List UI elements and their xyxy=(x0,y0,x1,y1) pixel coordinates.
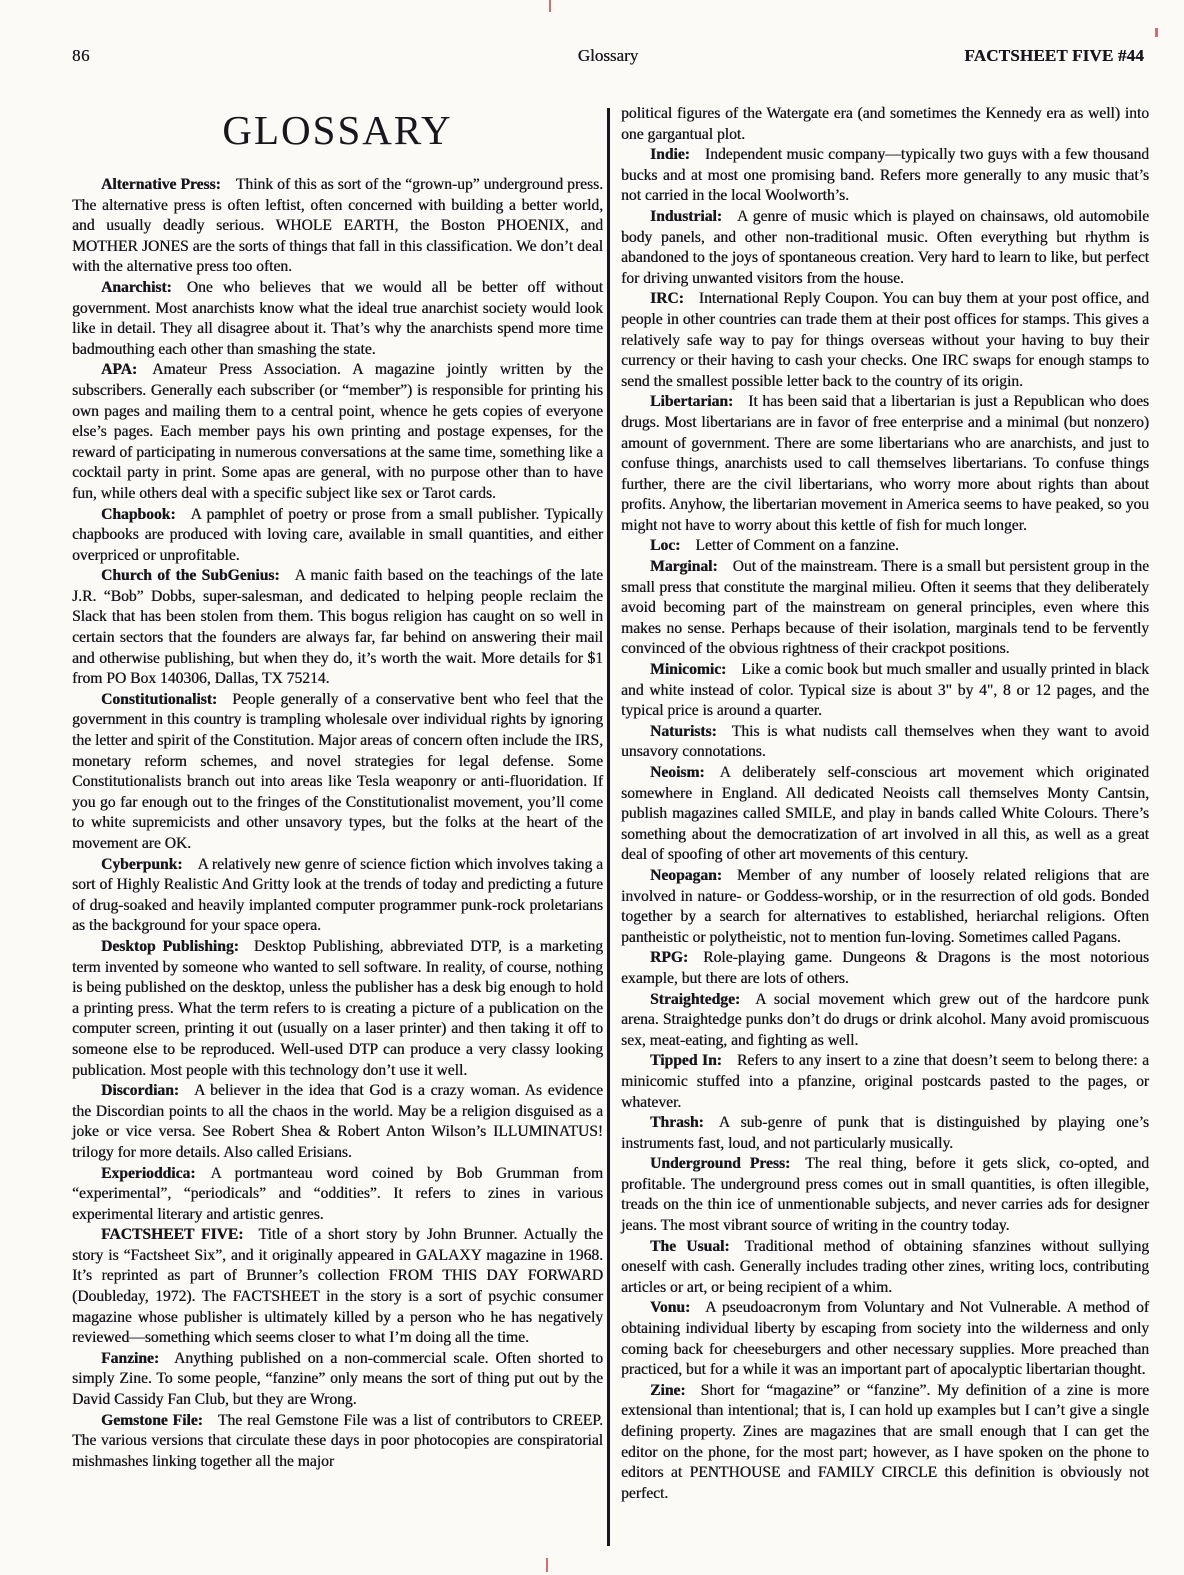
glossary-term: RPG: xyxy=(650,949,689,967)
glossary-definition: Think of this as sort of the “grown-up” underground press. The alternative press is often leftist, often concerned with building a better world, and usually deadly serious. WHOLE EARTH, the Boston PHOENIX, and MOTHER JONES are the sorts of things that fall in this classification. We don’t deal with the alternative press too often. xyxy=(72,176,603,276)
glossary-term: Tipped In: xyxy=(650,1052,722,1070)
glossary-term: APA: xyxy=(101,361,138,379)
glossary-entry xyxy=(72,690,603,855)
glossary-definition: A relatively new genre of science fiction which involves taking a sort of Highly Realistic And Gritty look at the trends of today and predicting a future of drug-soaked and heavily implanted computer programmer punk-rock proletarians as the background for your space opera. xyxy=(72,855,603,935)
glossary-term: Indie: xyxy=(650,146,690,164)
glossary-term: Libertarian: xyxy=(650,393,734,411)
glossary-term: Constitutionalist: xyxy=(101,690,218,708)
glossary-entry xyxy=(621,763,1149,866)
glossary-term: Anarchist: xyxy=(101,278,172,296)
glossary-term: Discordian: xyxy=(101,1082,179,1100)
running-header-publication: FACTSHEET FIVE #44 xyxy=(964,46,1144,65)
right-column xyxy=(621,104,1149,1504)
glossary-entry xyxy=(621,536,1149,557)
glossary-definition: Refers to any insert to a zine that doesn’t seem to belong there: a minicomic stuffed into a pfanzine, original postcards pasted to the pages, or whatever. xyxy=(621,1052,1149,1111)
glossary-definition: A pamphlet of poetry or prose from a small publisher. Typically chapbooks are produced with loving care, available in small quantities, and either overpriced or unprofitable. xyxy=(72,505,603,564)
glossary-term: Industrial: xyxy=(650,207,722,225)
column-divider-rule xyxy=(607,108,610,1546)
glossary-entry xyxy=(72,566,603,690)
glossary-entry xyxy=(621,990,1149,1052)
glossary-definition: Anything published on a non-commercial scale. Often shorted to simply Zine. To some people, “fanzine” only means the sort of thing put out by the David Cassidy Fan Club, but they are Wrong. xyxy=(72,1349,603,1409)
glossary-entry xyxy=(621,722,1149,763)
left-column-entries xyxy=(72,175,603,1472)
glossary-definition: Like a comic book but much smaller and usually printed in black and white instead of color. Typical size is about 3" by 4", 8 or 12 pages, and the typical price is around a quarter. xyxy=(621,661,1149,720)
scan-artifact-mark xyxy=(1155,28,1158,37)
glossary-entry xyxy=(621,392,1149,536)
glossary-entry xyxy=(72,360,603,504)
glossary-entry xyxy=(621,145,1149,207)
glossary-term: Neoism: xyxy=(650,764,705,781)
glossary-term: Chapbook: xyxy=(101,505,176,523)
glossary-term: IRC: xyxy=(650,290,684,308)
glossary-definition: It has been said that a libertarian is just a Republican who does drugs. Most libertarians are in favor of free enterprise and a minimal (but nonzero) amount of government. There are some libertarians who are anarchists, and just to confuse things, anarchists used to call themselves libertarians. To confuse things further, there are the civil libertarians, who worry more about rights than about profits. Anyhow, the libertarian movement in America seems to have peaked, so you might not have to worry about this kettle of fish for much longer. xyxy=(621,393,1149,534)
glossary-definition: Letter of Comment on a fanzine. xyxy=(695,537,899,555)
glossary-definition: People generally of a conservative bent who feel that the government in this country is trampling wholesale over individual rights by ignoring the letter and spirit of the Constitution. Major areas of concern often include the IRS, monetary reform schemes, and novel strategies for legal defense. Some Constitutionalists branch out into areas like Tesla weaponry or anti-fluoridation. If you go far enough out to the fringes of the Constitutionalist movement, you’ll come to white supremicists and other unsavory types, but the folks at the heart of the movement are OK. xyxy=(72,690,603,852)
glossary-entry xyxy=(72,1225,603,1349)
glossary-term: The Usual: xyxy=(650,1237,730,1255)
glossary-term: Naturists: xyxy=(650,722,717,740)
glossary-term: Cyberpunk: xyxy=(101,855,183,873)
glossary-entry xyxy=(621,1051,1149,1113)
glossary-entry xyxy=(72,175,603,278)
glossary-entry xyxy=(621,660,1149,722)
glossary-definition: Traditional method of obtaining sfanzines without sullying oneself with cash. Generally includes trading other zines, writing locs, contributing articles or art, or being recipient of a whim. xyxy=(621,1237,1149,1296)
glossary-definition: A believer in the idea that God is a crazy woman. As evidence the Discordian points to all the chaos in the world. May be a religion disguised as a joke or vice versa. See Robert Shea & Robert Anton Wilson’s ILLUMINATUS! trilogy for more details. Also called Erisians. xyxy=(72,1082,603,1161)
glossary-entry xyxy=(621,1113,1149,1154)
glossary-term: Neopagan: xyxy=(650,866,722,884)
glossary-definition: This is what nudists call themselves when they want to avoid unsavory connotations. xyxy=(621,722,1149,761)
glossary-definition: The real thing, before it gets slick, co-opted, and profitable. The underground press comes out in small quantities, is often illegible, treads on the thin ice of unmentionable subjects, and never carries ads for designer jeans. The most vibrant source of writing in the country today. xyxy=(621,1155,1150,1235)
glossary-definition: A genre of music which is played on chainsaws, old automobile body panels, and other non-traditional music. Often everything but rhythm is abandoned to the joys of spontaneous creation. Very hard to learn to like, but perfect for driving unwanted visitors from the house. xyxy=(621,207,1149,287)
glossary-definition: One who believes that we would all be better off without government. Most anarchists know what the ideal true anarchist society would look like in detail. They all disagree about it. That’s why the anarchists spend more time badmouthing each other than smashing the state. xyxy=(72,278,603,358)
glossary-entry xyxy=(72,1164,603,1226)
glossary-definition: A social movement which grew out of the hardcore punk arena. Straightedge punks don’t do drugs or drink alcohol. Many avoid promiscuous sex, meat-eating, and fighting as well. xyxy=(621,990,1149,1049)
running-header xyxy=(72,46,1144,66)
glossary-entry xyxy=(72,278,603,360)
glossary-definition: A portmanteau word coined by Bob Grumman from “experimental”, “periodicals” and “oddities”. It refers to zines in various experimental literary and artistic genres. xyxy=(72,1164,603,1223)
glossary-definition: The real Gemstone File was a list of contributors to CREEP. The various versions that circulate these days in poor photocopies are conspiratorial mishmashes linking together all the major xyxy=(72,1411,603,1470)
glossary-entry xyxy=(72,1411,603,1473)
page-number: 86 xyxy=(72,46,90,65)
glossary-entry xyxy=(621,1154,1149,1236)
glossary-term: Desktop Publishing: xyxy=(101,937,239,955)
glossary-definition: Out of the mainstream. There is a small but persistent group in the small press that constitute the marginal milieu. Often it seems that they deliberately avoid becoming part of the mainstream on general principles, even where this makes no sense. Perhaps because of their isolation, marginals tend to be fervently convinced of the obvious rightness of their crackpot positions. xyxy=(621,558,1149,658)
glossary-term: Alternative Press: xyxy=(101,176,221,193)
glossary-term: FACTSHEET FIVE: xyxy=(101,1226,244,1244)
running-header-section: Glossary xyxy=(577,46,639,65)
continuation-paragraph: political figures of the Watergate era (and sometimes the Kennedy era as well) into one gargantual plot. xyxy=(621,105,1149,143)
glossary-term: Experioddica: xyxy=(101,1164,196,1182)
glossary-definition: Amateur Press Association. A magazine jointly written by the subscribers. Generally each subscriber (or “member”) is responsible for printing his own pages and mailing them to a central point, whence he gets copies of everyone else’s pages. Each member pays his own printing and postage expenses, for the reward of participating in numerous conversations at the same time, something like a cocktail party in print. Some apas are general, with no purpose other than to have fun, while others deal with a specific subject like sex or Tarot cards. xyxy=(72,361,603,502)
glossary-definition: Role-playing game. Dungeons & Dragons is the most notorious example, but there are lots of others. xyxy=(621,949,1149,987)
glossary-entry xyxy=(621,207,1149,289)
scan-artifact-mark xyxy=(546,1558,548,1572)
glossary-definition: International Reply Coupon. You can buy them at your post office, and people in other countries can trade them at their post offices for stamps. This gives a relatively safe way to pay for things overseas without your having to buy their currency or their having to cash your checks. One IRC swaps for enough stamps to send the smallest possible letter back to the country of its origin. xyxy=(621,290,1149,390)
glossary-entry xyxy=(621,1298,1149,1380)
glossary-entry xyxy=(72,1349,603,1411)
glossary-entry xyxy=(621,557,1149,660)
glossary-entry xyxy=(72,937,603,1081)
glossary-definition: A pseudoacronym from Voluntary and Not Vulnerable. A method of obtaining individual liberty by escaping from society into the wilderness and only coming back for cheeseburgers and other necessary supplies. More preached than practiced, but for a while it was an important part of apocalyptic libertarian thought. xyxy=(621,1299,1149,1379)
glossary-term: Zine: xyxy=(650,1381,686,1399)
glossary-definition: Independent music company—typically two guys with a few thousand bucks and at most one promising band. Refers more generally to any music that’s not carried in the local Woolworth’s. xyxy=(621,146,1149,205)
page-title: GLOSSARY xyxy=(222,107,453,153)
left-column xyxy=(72,104,603,1472)
glossary-entry xyxy=(72,855,603,937)
glossary-term: Church of the SubGenius: xyxy=(101,567,280,585)
glossary-entry xyxy=(621,1381,1149,1505)
glossary-definition: Title of a short story by John Brunner. Actually the story is “Factsheet Six”, and it originally appeared in GALAXY magazine in 1968. It’s reprinted as part of Brunner’s collection FROM THIS DAY FORWARD (Doubleday, 1972). The FACTSHEET in the story is a sort of psychic consumer magazine whose publisher is ultimately killed by a person who he has negatively reviewed—something which seems closer to what I’m doing all the time. xyxy=(72,1226,603,1347)
scan-artifact-mark xyxy=(549,0,551,12)
glossary-term: Loc: xyxy=(650,537,681,555)
glossary-definition: A deliberately self-conscious art movement which originated somewhere in England. All dedicated Neoists call themselves Monty Cantsin, publish magazines called SMILE, and play in bands called White Colours. There’s something about the democratization of art involved in all this, as well as a great deal of spoofing of other art movements of this century. xyxy=(621,764,1149,864)
glossary-term: Marginal: xyxy=(650,558,718,576)
glossary-term: Thrash: xyxy=(650,1114,704,1132)
glossary-entry xyxy=(72,505,603,567)
glossary-entry xyxy=(621,948,1149,989)
glossary-entry xyxy=(621,289,1149,392)
glossary-term: Vonu: xyxy=(650,1299,691,1317)
glossary-definition: A manic faith based on the teachings of the late J.R. “Bob” Dobbs, super-salesman, and dedicated to helping people reclaim the Slack that has been stolen from them. This bogus religion has caught on so well in certain sectors that the founders are always far, far behind on answering their mail and otherwise publishing, but when they do, it’s worth the wait. More details for $1 from PO Box 140306, Dallas, TX 75214. xyxy=(72,567,604,688)
glossary-definition: Desktop Publishing, abbreviated DTP, is a marketing term invented by someone who wanted to sell software. In reality, of course, nothing is being published on the desktop, unless the publisher has a desk big enough to hold a printing press. What the term refers to is creating a picture of a publication on the computer screen, printing it out (usually on a laser printer) and then taking it off to someone else to be reproduced. Well-used DTP can produce a very classy looking publication. Most people with this technology don’t use it well. xyxy=(72,937,603,1079)
glossary-definition: Member of any number of loosely related religions that are involved in nature- or Goddess-worship, or in the resurrection of old gods. Bonded together by a search for alternatives to established, heriarchal religions. Often pantheistic or polytheistic, not to mention fun-loving. Sometimes called Pagans. xyxy=(621,866,1149,946)
glossary-definition: Short for “magazine” or “fanzine”. My definition of a zine is more extensional than intentional; that is, I can hold up examples but I can’t give a single defining property. Zines are magazines that are small enough that I can get the editor on the phone, for the most part; however, as I have spoken on the phone to editors at PENTHOUSE and FAMILY CIRCLE this definition is obviously not perfect. xyxy=(621,1381,1149,1502)
glossary-entry xyxy=(621,866,1149,948)
glossary-entry xyxy=(72,1081,603,1163)
glossary-term: Minicomic: xyxy=(650,661,727,679)
glossary-term: Fanzine: xyxy=(101,1349,160,1367)
glossary-definition: A sub-genre of punk that is distinguished by playing one’s instruments fast, loud, and not particularly musically. xyxy=(621,1114,1149,1152)
glossary-entry xyxy=(621,1237,1149,1299)
glossary-term: Gemstone File: xyxy=(101,1411,203,1429)
glossary-term: Straightedge: xyxy=(650,990,741,1008)
glossary-term: Underground Press: xyxy=(650,1155,791,1173)
